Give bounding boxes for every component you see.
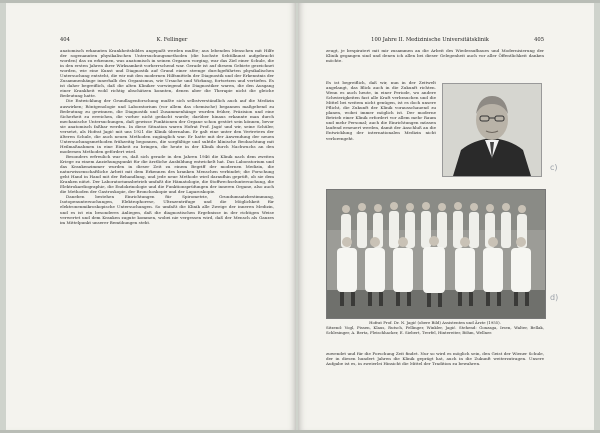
group-photo-illustration xyxy=(327,190,545,318)
right-top-text: zeugt, je bespiratert mit mir zusammen an die Arbeit des Wiederaufbaues und Modernisierung der Klinik gegangen sind und denen ich allen bei dieser Gelegenheit auch vor aller Öffentlichkeit danken möchte. xyxy=(326,48,544,64)
caption-sub: Sitzend: Vogl, Pissen, Klaus, Rutsch, Fellinger, Winkler, Jagić. Stehend: Gonzaga, Irsen, Walter, Bellak, Schlesinger, A. Berta, Fleischhacker, E. Siebert, Trerfel, Hintereiter, Böhm, Wellner. xyxy=(326,324,544,335)
right-bottom-text: zuwendet und für die Forschung Zeit findet. Nur so wird es möglich sein, den Geist der Wiener Schule, der in diesen hundert Jahren die Klinik geprägt hat, auch in die Zukunft weiterzutragen. Unsere Aufgabe ist es, in zweierlei Hinsicht die Mittel der Tradition zu bewahren. xyxy=(326,351,544,367)
page-number-left: 404 xyxy=(60,37,70,43)
paragraph: anatomisch erkannten Krankheitsbildes angepaßt werden mußte; aus lebenden Menschen mit Hilfe der sogenannten physikalischen Untersuchungsmethoden (die hochste Sehtilkunst aufgebracht worden) das zu erkennen, was anatomisch in seinen Organen vorging, war das Ziel einer Schule, die in den ersten Jahren ihrer Wirksamkeit vorherrschend war. Gerade ist auf diesem Gebiete gezeichnet worden, wie eine Kunst und Diagnostik auf Grund einer strenge durchgeführten physikalischen Untersuchung entsteht, die wir mit den modernen Hilfsmitteln der Diagnostik und der Erkenntnis der Zusammenhänge innerhalb des Organismus, wie Ursache und Wirkung, fortsetzen und vertiefen. Es ist daher begreiflich, daß die alten Kliniker vorwiegend die Diagnostiker waren, die den Ausgang einer Krankheit wohl richtig abschätzen konnten, denen aber die Therapie nicht die gleiche Bedeutung hatte. xyxy=(60,48,274,99)
margin-note-d: d) xyxy=(550,293,559,302)
portrait-photo xyxy=(442,83,542,177)
left-body-text xyxy=(60,48,274,393)
photo-caption xyxy=(326,321,544,335)
group-photo xyxy=(326,189,546,319)
paragraph: Daneben bestehen Einrichtungen für Spirometrie, Grundumsatzbestimmung, Isotopenuntersuchungen, Elektrophorese, Ultrazentrifuge und die Möglichkeit für elektronenmikroskopische Untersuchungen. So umfaßt die Klinik alle Zweige der inneren Medizin, und es ist ein besonderes Anliegen, daß die diagnostischen Ergebnisse in der richtigen Weise verwertet und dem Kranken zugute kommen, wobei nie vergessen wird, daß der Mensch als Ganzes im Mittelpunkt unserer Bemühungen steht. xyxy=(60,194,274,225)
running-head-right: 100 Jahre II. Medizinische Universitätsklinik xyxy=(371,37,489,43)
paragraph: Besonders erfreulich war es, daß sich gerade in den Jahren 1946 die Klinik nach dem zweiten Kriege zu einem Anziehungspunkt für die ärztliche Ausbildung entwickelt hat. Das Laboratorium und das Krankenzimmer wurden in dieser Zeit zu einem Begriff der modernen Medizin, die naturwissenschaftliche Arbeit mit dem Erkennen des kranken Menschen verbindet; die Forschung geht Hand in Hand mit der Behandlung, und jede neue Methode wird daraufhin geprüft, ob sie dem Kranken nützt. Der Laboratoriumsbetrieb umfaßt die Hämatologie, die Stoffwechseluntersuchung, die Elektrokardiographie, die Endokrinologie und die Funktionsprüfungen der inneren Organe, also auch die Methoden der Gastroskopie, der Bronchoskopie und der Laparoskopie. xyxy=(60,153,274,195)
running-head-left: K. Fellinger xyxy=(156,37,188,43)
right-mid-text: Es ist begreiflich, daß wir, nun in der Zeitwelt angelangt, das Blick auch in die Zukunft richten. Wenn es auch heute, in einer Periode, wo andere Schwierigkeiten fast alle Kraft verbrauchen und die Mittel bei weitem nicht genügen, ist es doch unsere Pflicht, die Zukunft der Klinik vorausschauend zu planen, wobei immer möglich ist. Der moderne Betrieb einer Klinik erfordert vor allem mehr Raum und mehr Personal; auch die Einrichtungen müssen laufend erneuert werden, damit der Anschluß an die Entwicklung der internationalen Medizin nicht verlorengeht. xyxy=(326,80,436,141)
portrait-illustration xyxy=(443,84,541,176)
book-spread xyxy=(0,3,600,430)
right-page xyxy=(298,3,594,430)
margin-note-c: c) xyxy=(550,163,558,172)
left-page xyxy=(6,3,296,430)
page-number-right: 405 xyxy=(534,37,544,43)
right-running-header xyxy=(326,37,544,43)
left-running-header xyxy=(60,37,274,43)
paragraph: Die Entwicklung der Grundlagenforschung mußte sich selbstverständlich auch auf die Medizin auswirken; Röntgenologie und Laboratorium (vor allem das chemische) begannen maßgebend zu Bedeutung zu gewinnen, die Diagnostik und Zusammenhänge wurden früher, Präzision und eine Sicherheit zu erreichen, die vorher nicht gedacht wurde; darüber hinaus erkannte man durch mechanische Untersuchungen, daß gewisse Funktionen der Organe schon gestört sein können, bevor sie anatomisch faßbar werden. In diese Situation waren Hofrat Prof. Jagić und wir, seine Schüler, versetzt, als Hofrat Jagić mit uns 1921 die Klinik übernahm. Er galt eine unter den Vertretern der älteren Schule, die auch neuen Methoden zugänglich war. Er hatte mit der Anwendung der neuen Untersuchungsmethoden frühzeitig begonnen, die sorgfältige und subtile klinische Beobachtung mit Heilmaßnahmen in eine Einheit zu bringen, die heute in der Klinik durch Nachwuchs an den modernen Methoden gefördert wird. xyxy=(60,98,274,154)
caption-main: Hofrat Prof. Dr. N. Jagić (obere Bild) Assistenten und Ärzte (1955). xyxy=(369,320,501,325)
